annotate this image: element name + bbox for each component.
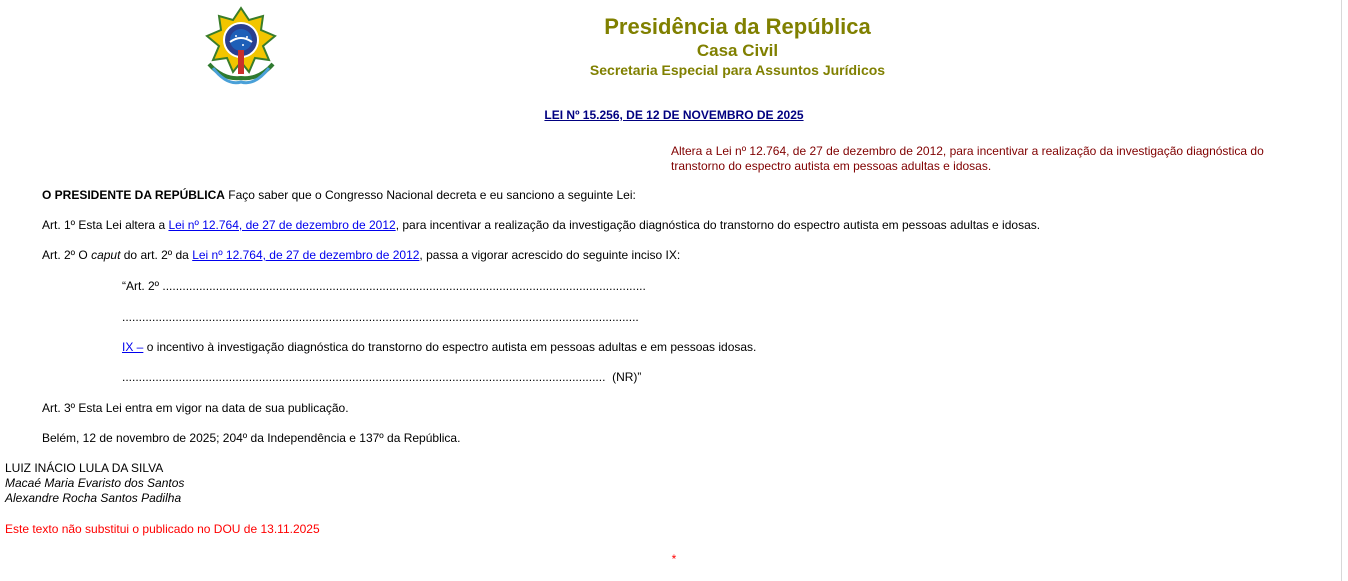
art1-suffix: , para incentivar a realização da investigação diagnóstica do transtorno do espectro autista em pessoas adultas e idosas. (395, 218, 1041, 232)
page-header (470, 14, 1005, 80)
article-2 (42, 248, 680, 263)
signature-minister-1: Macaé Maria Evaristo dos Santos (5, 476, 185, 490)
law-title (0, 108, 1348, 122)
casa-civil-title: Casa Civil (696, 41, 779, 60)
law-12764-link[interactable]: Lei nº 12.764, de 27 de dezembro de 2012 (168, 218, 396, 232)
inciso-ix-link[interactable]: IX – (122, 340, 144, 354)
coat-of-arms-icon (203, 6, 279, 86)
art2-caput: caput (91, 248, 121, 262)
preamble-bold: O PRESIDENTE DA REPÚBLICA (42, 188, 225, 202)
closing-date: Belém, 12 de novembro de 2025; 204º da Independência e 137º da República. (42, 431, 461, 445)
law-12764-link-2[interactable]: Lei nº 12.764, de 27 de dezembro de 2012 (192, 248, 420, 262)
quote-line-4 (122, 370, 641, 385)
signature-minister-2: Alexandre Rocha Santos Padilha (5, 491, 182, 505)
inciso-ix-text: o incentivo à investigação diagnóstica do transtorno do espectro autista em pessoas adultas e em pessoas idosas. (143, 340, 757, 354)
quote-nr: (NR)” (605, 370, 642, 384)
preamble-text: Faço saber que o Congresso Nacional decreta e eu sanciono a seguinte Lei: (224, 188, 636, 202)
presidency-title: Presidência da República (604, 14, 871, 39)
art2-prefix: Art. 2º O (42, 248, 92, 262)
preamble (42, 188, 636, 203)
secretariat-title: Secretaria Especial para Assuntos Jurídicos (589, 62, 886, 78)
signature-president: LUIZ INÁCIO LULA DA SILVA (5, 461, 164, 475)
disclaimer: Este texto não substitui o publicado no DOU de 13.11.2025 (5, 522, 320, 536)
art2-suffix: , passa a vigorar acrescido do seguinte inciso IX: (419, 248, 681, 262)
quote-line-1: “Art. 2º ................................................................................................................................................. (122, 279, 646, 293)
art1-prefix: Art. 1º Esta Lei altera a (42, 218, 169, 232)
article-1 (42, 218, 1040, 233)
quote-dots: ................................................................................................................................................. (122, 370, 606, 384)
inciso-ix (122, 340, 756, 355)
quote-line-2: ........................................................................................................................................................... (122, 310, 639, 324)
article-3: Art. 3º Esta Lei entra em vigor na data de sua publicação. (42, 401, 349, 415)
scrollbar-edge (1341, 0, 1342, 581)
footer-mark: * (671, 552, 677, 566)
art2-middle: do art. 2º da (120, 248, 193, 262)
law-title-link[interactable]: LEI Nº 15.256, DE 12 DE NOVEMBRO DE 2025 (544, 108, 804, 122)
ementa: Altera a Lei nº 12.764, de 27 de dezembro de 2012, para incentivar a realização da investigação diagnóstica do transtorno do espectro autista em pessoas adultas e idosas. (671, 144, 1264, 173)
